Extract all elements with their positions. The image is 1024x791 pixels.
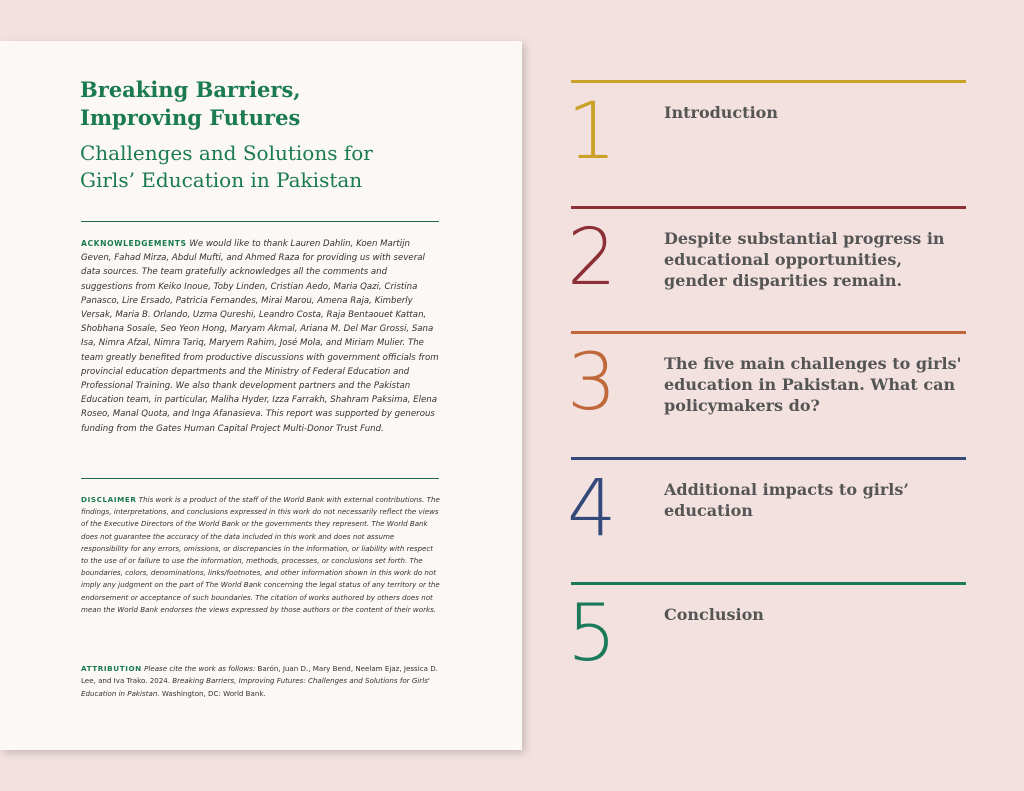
section-4-bar xyxy=(571,457,966,460)
report-title xyxy=(80,76,460,132)
attribution-intro: Please cite the work as follows: xyxy=(144,664,256,673)
section-2-number: 2 xyxy=(567,213,617,303)
subtitle-line-1: Challenges and Solutions for xyxy=(80,141,373,165)
disclaimer-block xyxy=(81,494,441,616)
section-1-number: 1 xyxy=(567,87,617,177)
acknowledgements-block xyxy=(81,237,441,436)
acknowledgements-text: We would like to thank Lauren Dahlin, Koen Martijn Geven, Fahad Mirza, Abdul Mufti, and Ahmed Raza for providing us with several data sources. The team gratefully acknowledges all the comments and suggestions from Keiko Inoue, Toby Linden, Cristian Aedo, Maria Qazi, Cristina Panasco, Lire Ersado, Patricia Fernandes, Mirai Marou, Amena Raja, Kimberly Versak, Maria B. Orlando, Uzma Qureshi, Leandro Costa, Raja Bentaouet Kattan, Shobhana Sosale, Seo Yeon Hong, Maryam Akmal, Ariana M. Del Mar Grossi, Sana Isa, Nimra Afzal, Nimra Tariq, Maryem Rahim, José Mola, and Miriam Mulier. The team greatly benefited from productive discussions with government officials from provincial education departments and the Ministry of Federal Education and Professional Training. We also thank development partners and the Pakistan Education team, in particular, Maliha Hyder, Izza Farrakh, Shahram Paksima, Elena Roseo, Manal Quota, and Inga Afanasieva. This report was supported by generous funding from the Gates Human Capital Project Multi-Donor Trust Fund. xyxy=(81,239,439,434)
section-3-bar xyxy=(571,331,966,334)
divider-top xyxy=(81,221,439,222)
divider-middle xyxy=(81,478,439,479)
subtitle-line-2: Girls’ Education in Pakistan xyxy=(80,168,363,192)
section-4-number: 4 xyxy=(567,464,617,554)
section-4-title[interactable]: Additional impacts to girls’ education xyxy=(664,480,909,520)
disclaimer-text: This work is a product of the staff of the World Bank with external contributions. The findings, interpretations, and conclusions expressed in this work do not necessarily reflect the views of the Executive Directors of the World Bank or the governments they represent. The World Bank does not guarantee the accuracy of the data included in this work and does not assume responsibility for any errors, omissions, or discrepancies in the information, or liability with respect to the use of or failure to use the information, methods, processes, or conclusions set forth. The boundaries, colors, denominations, links/footnotes, and other information shown in this work do not imply any judgment on the part of The World Bank concerning the legal status of any territory or the endorsement or acceptance of such boundaries. The citation of works authored by others does not mean the World Bank endorses the views expressed by those authors or the content of their works. xyxy=(81,495,440,614)
section-1-title[interactable]: Introduction xyxy=(664,103,778,122)
disclaimer-label: DISCLAIMER xyxy=(81,495,137,504)
title-line-2: Improving Futures xyxy=(80,105,301,130)
section-3-title[interactable]: The five main challenges to girls' education in Pakistan. What can policymakers do? xyxy=(664,354,962,415)
section-5-title[interactable]: Conclusion xyxy=(664,605,764,624)
attribution-label: ATTRIBUTION xyxy=(81,664,142,673)
attribution-title: Breaking Barriers, Improving Futures: Challenges and Solutions for Girls' Education in Pakistan. xyxy=(81,676,430,698)
report-subtitle xyxy=(80,140,480,194)
section-5-bar xyxy=(571,582,966,585)
attribution-block xyxy=(81,663,441,700)
section-3-number: 3 xyxy=(567,338,617,428)
section-2-title[interactable]: Despite substantial progress in educational opportunities, gender disparities remain. xyxy=(664,229,945,290)
section-5-number: 5 xyxy=(567,589,617,679)
title-line-1: Breaking Barriers, xyxy=(80,77,301,102)
section-2-bar xyxy=(571,206,966,209)
attribution-authors: Barón, Juan D., Mary Bend, Neelam Ejaz, Jessica D. Lee, and Iva Trako. 2024. xyxy=(81,664,438,686)
attribution-publisher: Washington, DC: World Bank. xyxy=(161,688,266,698)
section-1-bar xyxy=(571,80,966,83)
acknowledgements-label: ACKNOWLEDGEMENTS xyxy=(81,239,187,248)
